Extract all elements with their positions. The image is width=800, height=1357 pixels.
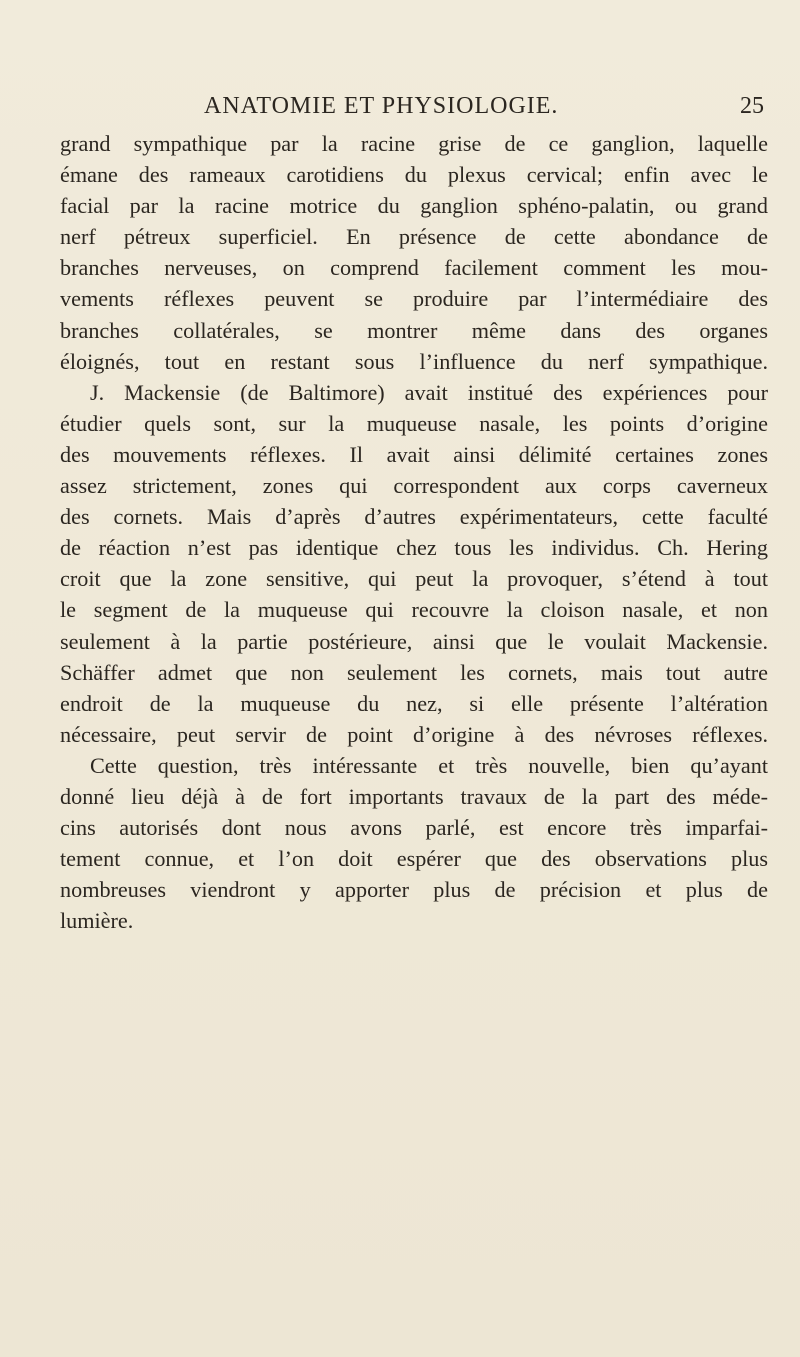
text-line: branches nerveuses, on comprend facilement comment les mou-	[60, 255, 768, 281]
text-line: nombreuses viendront y apporter plus de précision et plus de	[60, 877, 768, 903]
text-line: seulement à la partie postérieure, ainsi que le voulait Mackensie.	[60, 628, 768, 654]
text-line: nerf pétreux superficiel. En présence de cette abondance de	[60, 224, 768, 250]
text-line: des mouvements réflexes. Il avait ainsi délimité certaines zones	[60, 441, 768, 467]
text-line: étudier quels sont, sur la muqueuse nasale, les points d’origine	[60, 410, 768, 436]
text-line: facial par la racine motrice du ganglion sphéno-palatin, ou grand	[60, 193, 768, 219]
text-line: des cornets. Mais d’après d’autres expérimentateurs, cette faculté	[60, 504, 768, 530]
text-line: grand sympathique par la racine grise de ce ganglion, laquelle	[60, 131, 768, 156]
text-line: croit que la zone sensitive, qui peut la provoquer, s’étend à tout	[60, 566, 768, 592]
text-line: J. Mackensie (de Baltimore) avait institué des expériences pour	[90, 379, 768, 405]
text-line: endroit de la muqueuse du nez, si elle présente l’altération	[60, 690, 768, 716]
text-line: de réaction n’est pas identique chez tous les individus. Ch. Hering	[60, 535, 768, 561]
text-line: Schäffer admet que non seulement les cornets, mais tout autre	[60, 659, 768, 685]
body-text	[60, 128, 768, 936]
text-line: lumière.	[60, 908, 134, 934]
text-line: éloignés, tout en restant sous l’influence du nerf sympathique.	[60, 348, 768, 374]
text-line: assez strictement, zones qui correspondent aux corps caverneux	[60, 473, 768, 499]
text-line: donné lieu déjà à de fort importants travaux de la part des méde-	[60, 783, 768, 809]
text-line: Cette question, très intéressante et très nouvelle, bien qu’ayant	[90, 752, 768, 778]
text-line: vements réflexes peuvent se produire par l’intermédiaire des	[60, 286, 768, 312]
text-line: émane des rameaux carotidiens du plexus cervical; enfin avec le	[60, 162, 768, 188]
running-title: ANATOMIE ET PHYSIOLOGIE.	[204, 93, 559, 119]
text-line: tement connue, et l’on doit espérer que des observations plus	[60, 846, 768, 872]
page-number: 25	[740, 93, 764, 119]
running-header	[0, 92, 800, 124]
text-line: nécessaire, peut servir de point d’origine à des névroses réflexes.	[60, 721, 768, 747]
text-line: le segment de la muqueuse qui recouvre la cloison nasale, et non	[60, 597, 768, 623]
text-line: cins autorisés dont nous avons parlé, est encore très imparfai-	[60, 815, 768, 841]
text-line: branches collatérales, se montrer même dans des organes	[60, 317, 768, 343]
